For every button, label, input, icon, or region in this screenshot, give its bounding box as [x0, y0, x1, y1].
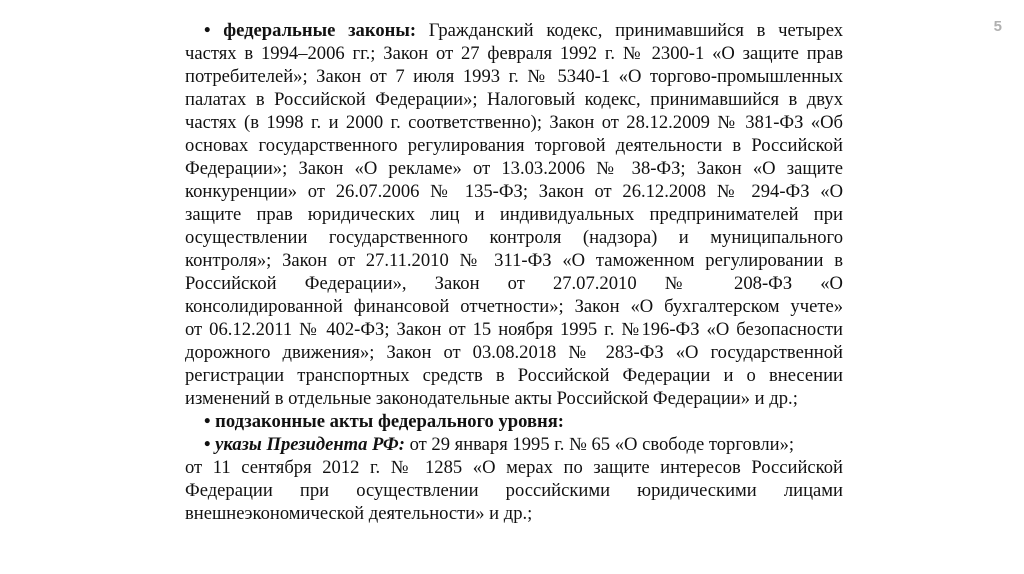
text-line: осуществлении государственного контроля (надзора) и муниципального	[185, 227, 843, 248]
text-line: от 11 сентября 2012 г. № 1285 «О мерах по защите интересов Российской	[185, 457, 843, 478]
text-line: частях в 1994–2006 гг.; Закон от 27 февраля 1992 г. № 2300-1 «О защите прав	[185, 43, 843, 64]
text-line: изменений в отдельные законодательные акты Российской Федерации» и др.;	[185, 388, 798, 409]
text-line: контроля»; Закон от 27.11.2010 № 311-ФЗ «О таможенном регулировании в	[185, 250, 843, 271]
page-number: 5	[993, 18, 1002, 35]
text-line: Федерации»; Закон «О рекламе» от 13.03.2006 № 38-ФЗ; Закон «О защите	[185, 158, 843, 179]
text-line: защите прав юридических лиц и индивидуальных предпринимателей при	[185, 204, 843, 225]
text-line: частях (в 1998 г. и 2000 г. соответственно); Закон от 28.12.2009 № 381-ФЗ «Об	[185, 112, 843, 133]
decrees-heading: указы Президента РФ:	[215, 434, 405, 455]
text-line: Российской Федерации», Закон от 27.07.2010 № 208-ФЗ «О	[185, 273, 843, 294]
bullet: •	[204, 411, 211, 432]
text-line: консолидированной финансовой отчетности»; Закон «О бухгалтерском учете»	[185, 296, 843, 317]
decrees-line-1	[204, 434, 843, 457]
text-line: потребителей»; Закон от 7 июля 1993 г. № 5340-1 «О торгово-промышленных	[185, 66, 843, 87]
bullet: •	[204, 20, 211, 41]
text-line: дорожного движения»; Закон от 03.08.2018 № 283-ФЗ «О государственной	[185, 342, 843, 363]
text-line: палатах в Российской Федерации»; Налоговый кодекс, принимавшийся в двух	[185, 89, 843, 110]
bylaws-heading: подзаконные акты федерального уровня:	[215, 411, 564, 432]
text-line: Гражданский кодекс, принимавшийся в четырех	[428, 20, 844, 41]
federal-laws-line-1	[204, 20, 843, 43]
bullet: •	[204, 434, 211, 455]
text-line: от 29 января 1995 г. № 65 «О свободе торговли»;	[409, 434, 795, 455]
text-line: регистрации транспортных средств в Российской Федерации и о внесении	[185, 365, 843, 386]
bylaws-line	[204, 411, 843, 434]
text-line: внешнеэкономической деятельности» и др.;	[185, 503, 533, 524]
text-line: основах государственного регулирования торговой деятельности в Российской	[185, 135, 843, 156]
text-line: от 06.12.2011 № 402-ФЗ; Закон от 15 ноября 1995 г. №196-ФЗ «О безопасности	[185, 319, 843, 340]
text-line: Федерации при осуществлении российскими юридическими лицами	[185, 480, 843, 501]
federal-laws-heading: федеральные законы:	[223, 20, 417, 41]
text-line: конкуренции» от 26.07.2006 № 135-ФЗ; Закон от 26.12.2008 № 294-ФЗ «О	[185, 181, 843, 202]
